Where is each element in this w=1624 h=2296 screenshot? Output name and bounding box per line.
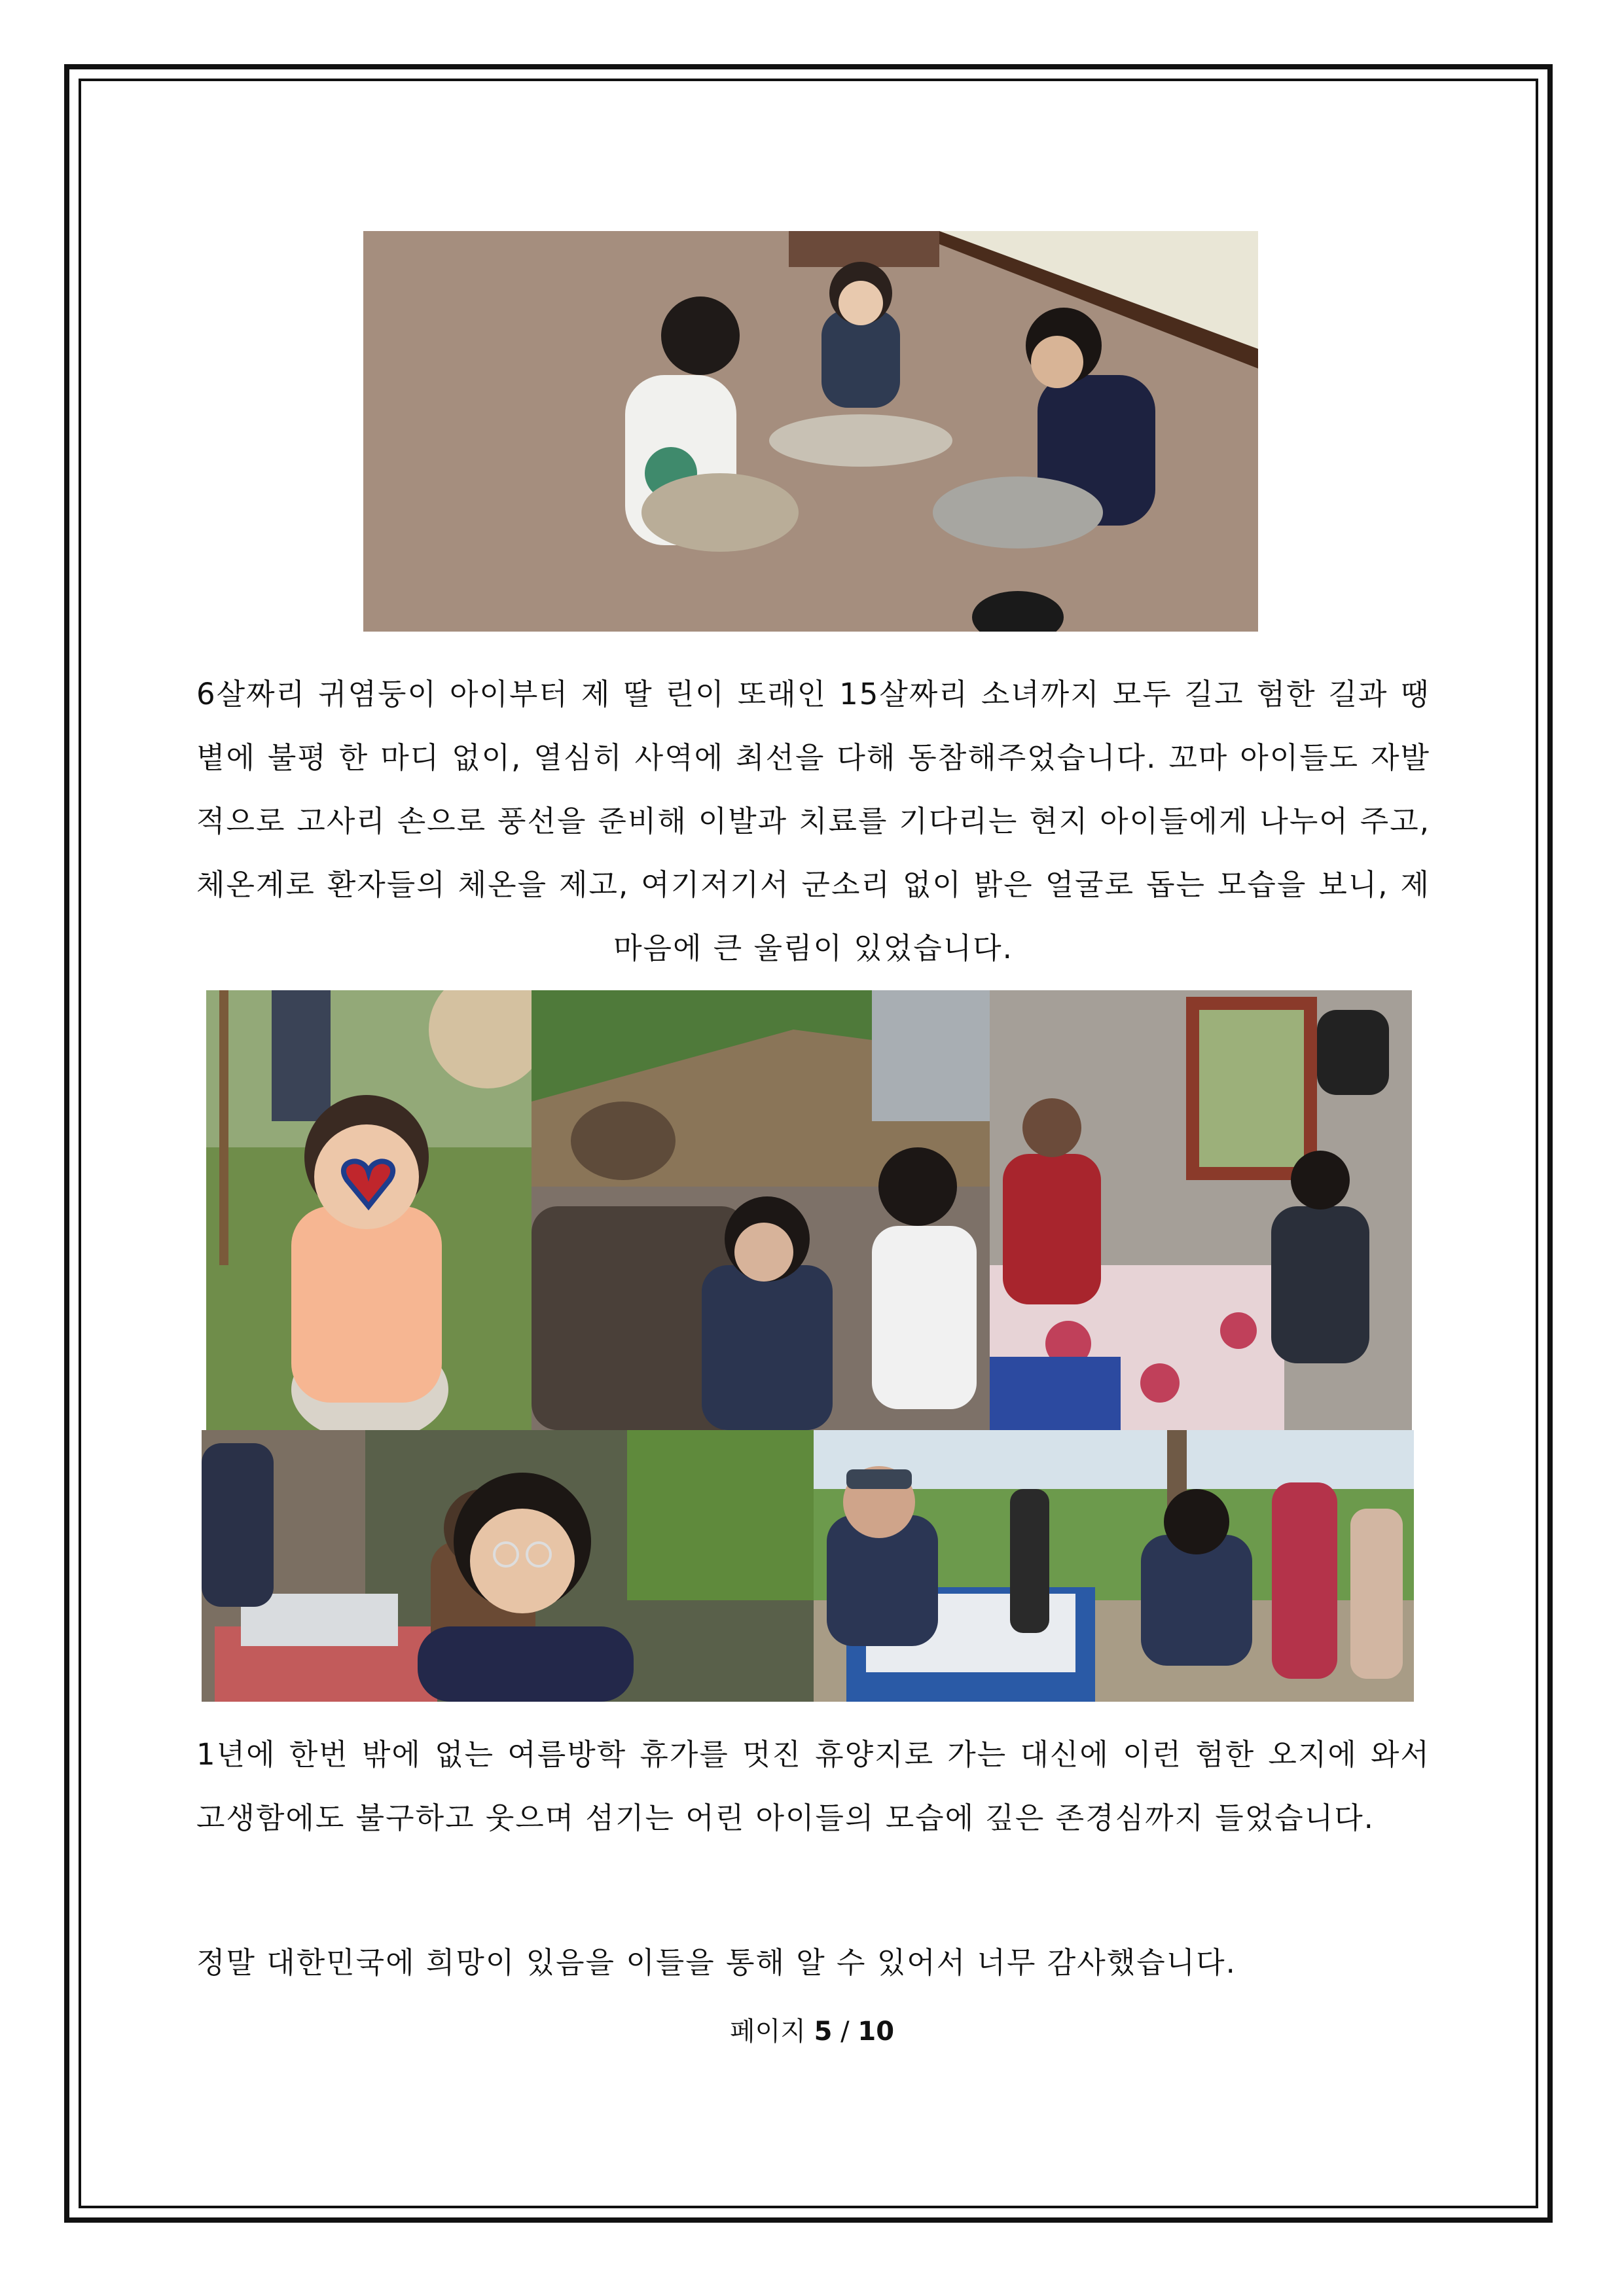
photo-children-on-carpet xyxy=(363,231,1258,632)
total-pages: 10 xyxy=(857,2017,895,2047)
photo-girl-smiling-pharmacy-table xyxy=(202,1430,814,1702)
paragraph-intro: 6살짜리 귀염둥이 아이부터 제 딸 린이 또래인 15살짜리 소녀까지 모두 길고 험한 길과 땡볕에 불평 한 마디 없이, 열심히 사역에 최선을 다해 동참해주었습니다. 꼬마 아이들도 자발적으로 고사리 손으로 풍선을 준비해 이발과 치료를 기다리는 현지 아이들에게 나누어 주고, 체온계로 환자들의 체온을 제고, 여기저기서 군소리 없이 밝은 얼굴로 돕는 모습을 보니, 제 마음에 큰 울림이 있었습니다. xyxy=(196,677,1430,965)
current-page: 5 xyxy=(814,2017,833,2047)
photo-doctor-outdoor-clinic xyxy=(814,1430,1414,1702)
photo-elderly-woman-home-visit xyxy=(990,990,1412,1430)
photo-medical-consultation-hut xyxy=(532,990,990,1430)
page-number-footer xyxy=(0,2011,1624,2048)
photo-girl-with-heart-balloon xyxy=(206,990,532,1430)
page-separator: / xyxy=(840,2017,850,2047)
paragraph-summer-vacation: 1년에 한번 밖에 없는 여름방학 휴가를 멋진 휴양지로 가는 대신에 이런 험한 오지에 와서 고생함에도 불구하고 웃으며 섬기는 어린 아이들의 모습에 깊은 존경심까지 들었습니다. xyxy=(196,1737,1430,1835)
paragraph-hope: 정말 대한민국에 희망이 있음을 이들을 통해 알 수 있어서 너무 감사했습니다. xyxy=(196,1945,1236,1980)
page-label: 페이지 xyxy=(729,2017,806,2047)
